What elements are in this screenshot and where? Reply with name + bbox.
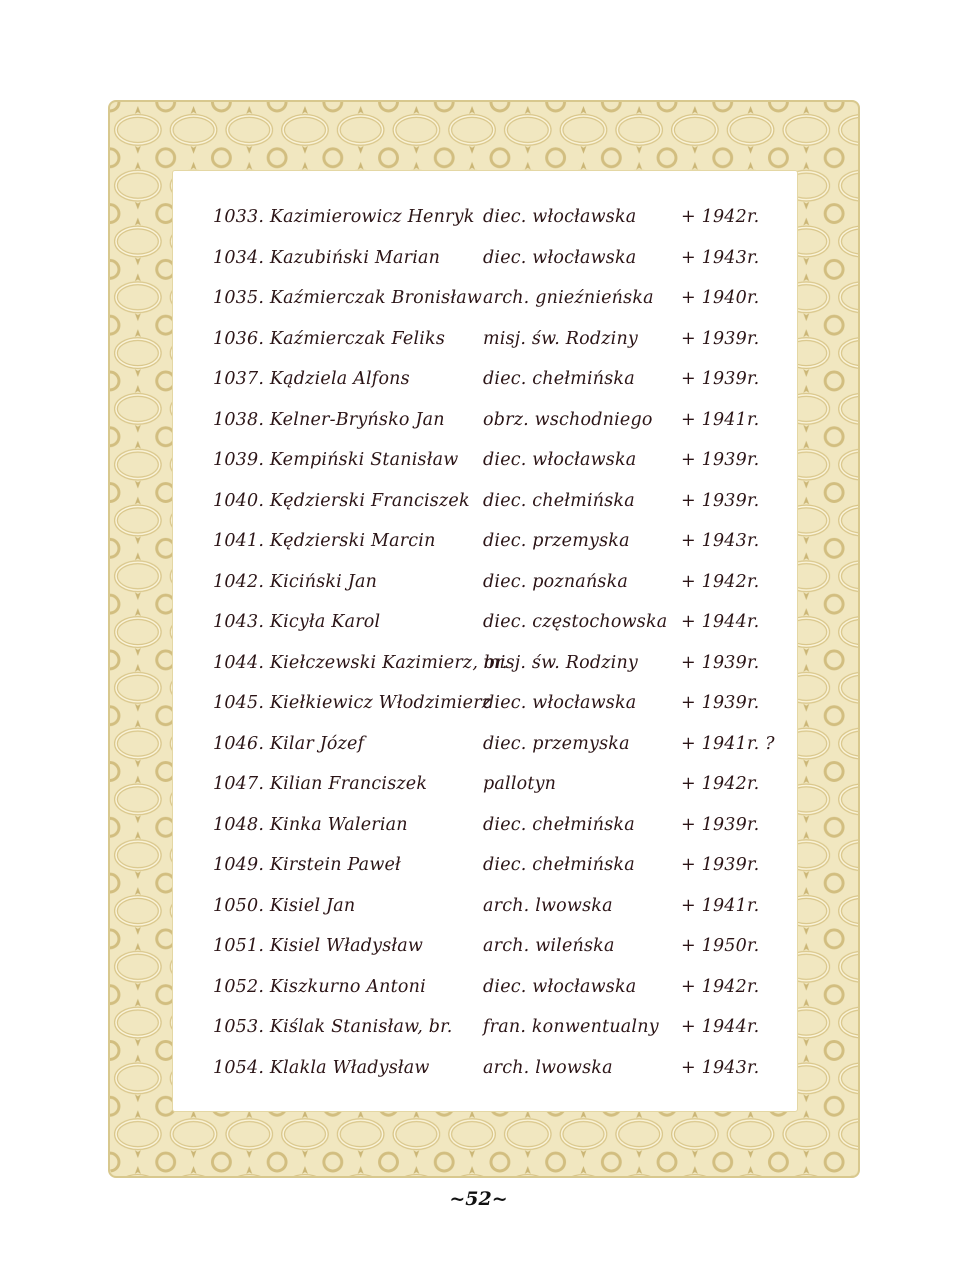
entry-diocese: diec. chełmińska (483, 855, 635, 875)
entry-diocese: arch. gnieźnieńska (483, 288, 654, 308)
entry-name: 1051. Kisiel Władysław (213, 936, 424, 956)
entry-death-year: + 1941r. (681, 895, 760, 916)
entry-death-year: + 1939r. (681, 450, 760, 470)
entry-name: 1037. Kądziela Alfons (213, 369, 410, 389)
entry-diocese: diec. chełmińska (483, 490, 635, 511)
entry-death-year: + 1939r. (681, 328, 760, 349)
entry-death-year: + 1939r. (681, 855, 760, 875)
entry-death-year: + 1942r. (681, 976, 760, 997)
entry-name: 1040. Kędzierski Franciszek (213, 490, 470, 511)
entry-diocese: diec. przemyska (483, 733, 630, 754)
entry-name: 1045. Kiełkiewicz Włodzimierz (213, 693, 492, 713)
entry-diocese: obrz. wschodniego (483, 409, 653, 430)
list-item (173, 1011, 797, 1051)
entry-death-year: + 1940r. (681, 288, 760, 308)
entry-name: 1035. Kaźmierczak Bronisław (213, 288, 483, 308)
entry-diocese: diec. chełmińska (483, 369, 635, 389)
list-item (173, 1052, 797, 1092)
entry-diocese: diec. włocławska (483, 450, 637, 470)
entry-name: 1052. Kiszkurno Antoni (213, 976, 426, 997)
entry-name: 1054. Klakla Władysław (213, 1057, 430, 1078)
entry-death-year: + 1941r. (681, 409, 760, 430)
list-item (173, 566, 797, 606)
entry-name: 1049. Kirstein Paweł (213, 855, 401, 875)
page-content (172, 170, 798, 1112)
entry-death-year: + 1943r. (681, 531, 760, 551)
entry-death-year: + 1942r. (681, 207, 760, 227)
list-item (173, 971, 797, 1011)
entry-diocese: diec. włocławska (483, 207, 637, 227)
entry-diocese: fran. konwentualny (483, 1017, 659, 1037)
entry-list (173, 171, 797, 1111)
entry-diocese: arch. lwowska (483, 1057, 613, 1078)
list-item (173, 687, 797, 727)
entry-death-year: + 1943r. (681, 1057, 760, 1078)
list-item (173, 728, 797, 768)
entry-diocese: misj. św. Rodziny (483, 652, 639, 673)
entry-death-year: + 1939r. (681, 652, 760, 673)
entry-name: 1039. Kempiński Stanisław (213, 450, 459, 470)
list-item (173, 201, 797, 241)
entry-death-year: + 1942r. (681, 571, 760, 592)
entry-name: 1050. Kisiel Jan (213, 895, 356, 916)
list-item (173, 282, 797, 322)
entry-name: 1034. Kazubiński Marian (213, 247, 441, 268)
entry-diocese: diec. chełmińska (483, 814, 635, 835)
entry-death-year: + 1944r. (681, 1017, 760, 1037)
entry-death-year: + 1941r. ? (681, 733, 775, 754)
list-item (173, 242, 797, 282)
entry-death-year: + 1939r. (681, 490, 760, 511)
list-item (173, 485, 797, 525)
entry-name: 1053. Kiślak Stanisław, br. (213, 1017, 453, 1037)
entry-death-year: + 1950r. (681, 936, 760, 956)
list-item (173, 323, 797, 363)
entry-name: 1033. Kazimierowicz Henryk (213, 207, 475, 227)
entry-name: 1047. Kilian Franciszek (213, 774, 428, 794)
list-item (173, 768, 797, 808)
entry-name: 1048. Kinka Walerian (213, 814, 408, 835)
list-item (173, 444, 797, 484)
entry-death-year: + 1939r. (681, 814, 760, 835)
list-item (173, 930, 797, 970)
ornamental-frame (108, 100, 860, 1178)
entry-death-year: + 1943r. (681, 247, 760, 268)
entry-name: 1042. Kiciński Jan (213, 571, 378, 592)
entry-death-year: + 1942r. (681, 774, 760, 794)
entry-name: 1043. Kicyła Karol (213, 612, 381, 632)
list-item (173, 647, 797, 687)
list-item (173, 849, 797, 889)
list-item (173, 606, 797, 646)
list-item (173, 404, 797, 444)
entry-name: 1044. Kiełczewski Kazimierz, br. (213, 652, 508, 673)
entry-name: 1046. Kilar Józef (213, 733, 365, 754)
entry-diocese: diec. włocławska (483, 247, 637, 268)
entry-diocese: diec. poznańska (483, 571, 629, 592)
entry-diocese: diec. włocławska (483, 976, 637, 997)
list-item (173, 363, 797, 403)
entry-diocese: diec. włocławska (483, 693, 637, 713)
page-number: ~52~ (449, 1188, 508, 1210)
entry-diocese: misj. św. Rodziny (483, 328, 639, 349)
entry-diocese: diec. częstochowska (483, 612, 668, 632)
list-item (173, 809, 797, 849)
entry-diocese: arch. lwowska (483, 895, 613, 916)
list-item (173, 890, 797, 930)
entry-diocese: arch. wileńska (483, 936, 615, 956)
entry-death-year: + 1944r. (681, 612, 760, 632)
entry-diocese: pallotyn (483, 774, 557, 794)
entry-death-year: + 1939r. (681, 369, 760, 389)
entry-name: 1036. Kaźmierczak Feliks (213, 328, 446, 349)
entry-name: 1041. Kędzierski Marcin (213, 531, 436, 551)
entry-death-year: + 1939r. (681, 693, 760, 713)
list-item (173, 525, 797, 565)
entry-name: 1038. Kelner-Bryńsko Jan (213, 409, 445, 430)
entry-diocese: diec. przemyska (483, 531, 630, 551)
